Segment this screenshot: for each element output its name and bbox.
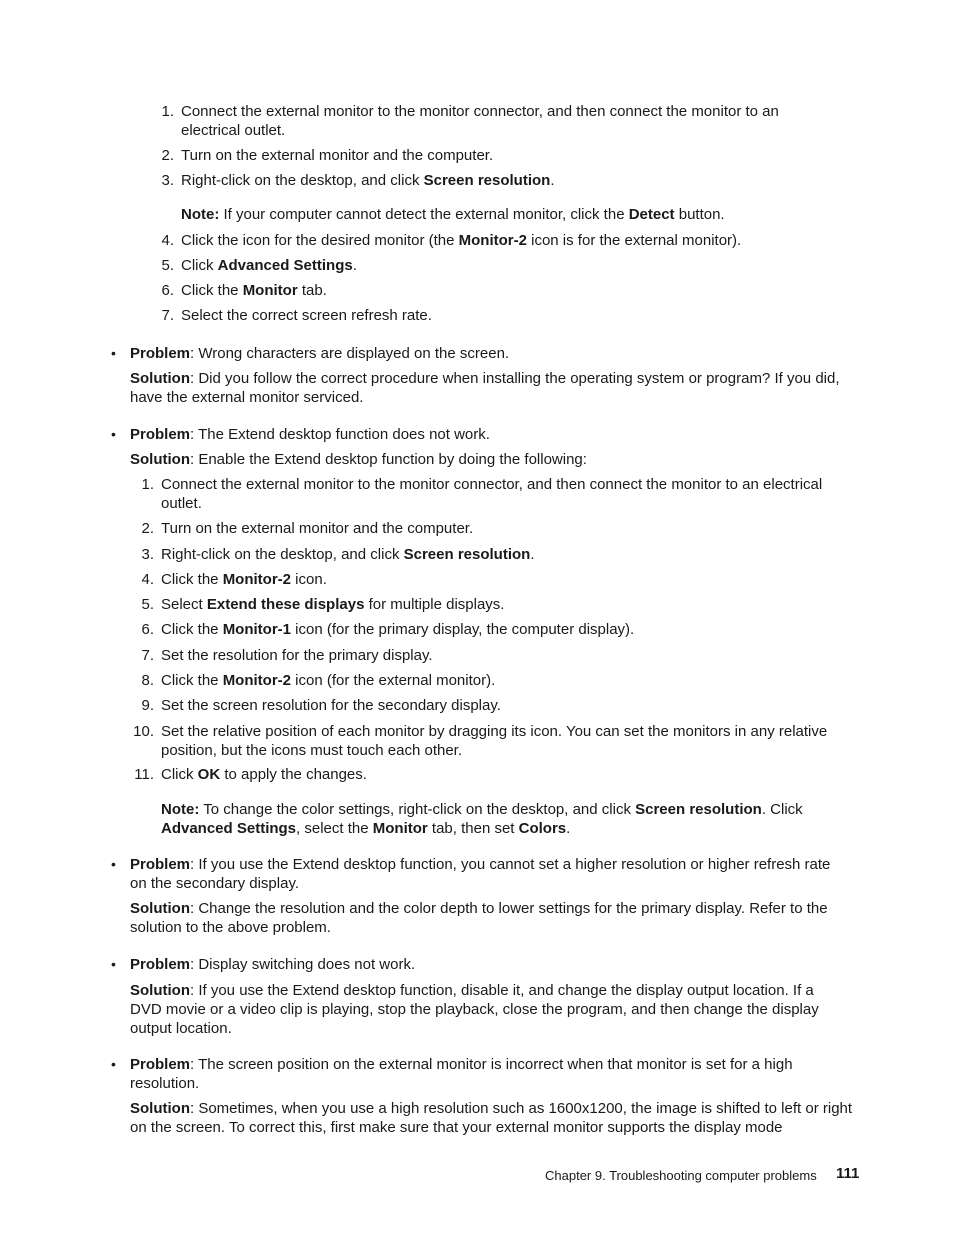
step-text: Select Extend these displays for multiple displays. [161, 596, 505, 613]
bullet-icon: • [111, 856, 116, 872]
step-number: 10. [133, 723, 154, 740]
step-number: 1. [161, 103, 174, 120]
step-text: Click the Monitor-2 icon (for the external monitor). [161, 672, 496, 689]
step-text: Select the correct screen refresh rate. [181, 307, 432, 324]
step-text: Turn on the external monitor and the computer. [161, 520, 474, 537]
step-number: 2. [161, 147, 174, 164]
problem-text: Problem: Wrong characters are displayed on the screen. [130, 345, 510, 362]
step-number: 1. [141, 476, 154, 493]
step-number: 6. [141, 621, 154, 638]
step-text: Right-click on the desktop, and click Screen resolution. [161, 546, 535, 563]
solution-text: Solution: Did you follow the correct procedure when installing the operating system or program? If you did, have the external monitor serviced. [130, 370, 840, 406]
problem-text: Problem: If you use the Extend desktop function, you cannot set a higher resolution or higher refresh rate on the secondary display. [130, 856, 831, 892]
step-number: 5. [161, 257, 174, 274]
step-number: 6. [161, 282, 174, 299]
solution-text: Solution: Change the resolution and the color depth to lower settings for the primary display. Refer to the solution to the above problem. [130, 900, 828, 936]
footer-chapter-title: Chapter 9. Troubleshooting computer problems [545, 1168, 817, 1183]
problem-text: Problem: The Extend desktop function does not work. [130, 426, 490, 443]
step-number: 11. [134, 766, 154, 783]
step-number: 5. [141, 596, 154, 613]
step-text: Click the Monitor-1 icon (for the primary display, the computer display). [161, 621, 635, 638]
step-text: Click OK to apply the changes. [161, 766, 367, 783]
step-text: Click Advanced Settings. [181, 257, 357, 274]
step-text: Set the resolution for the primary display. [161, 647, 433, 664]
step-text: Click the Monitor-2 icon. [161, 571, 327, 588]
step-text: Turn on the external monitor and the computer. [181, 147, 494, 164]
solution-text: Solution: Sometimes, when you use a high resolution such as 1600x1200, the image is shifted to left or right on the screen. To correct this, first make sure that your external monitor supports the display mode [130, 1100, 853, 1136]
step-number: 2. [141, 520, 154, 537]
problem-text: Problem: The screen position on the external monitor is incorrect when that monitor is set for a high resolution. [130, 1056, 793, 1092]
step-text: Click the icon for the desired monitor (the Monitor-2 icon is for the external monitor). [181, 232, 742, 249]
bullet-icon: • [111, 956, 116, 972]
problem-text: Problem: Display switching does not work. [130, 956, 416, 973]
note-text: Note: To change the color settings, right-click on the desktop, and click Screen resolution. Click Advanced Settings, select the Monitor tab, then set Colors. [161, 801, 803, 837]
step-text: Set the screen resolution for the secondary display. [161, 697, 501, 714]
note-text: Note: If your computer cannot detect the external monitor, click the Detect button. [181, 206, 725, 223]
solution-text: Solution: Enable the Extend desktop function by doing the following: [130, 451, 587, 468]
step-number: 8. [141, 672, 154, 689]
step-number: 7. [161, 307, 174, 324]
step-number: 4. [141, 571, 154, 588]
step-number: 4. [161, 232, 174, 249]
bullet-icon: • [111, 426, 116, 442]
step-number: 9. [141, 697, 154, 714]
step-number: 7. [141, 647, 154, 664]
step-text: Right-click on the desktop, and click Screen resolution. [181, 172, 555, 189]
step-text: Connect the external monitor to the monitor connector, and then connect the monitor to an electrical outlet. [181, 103, 779, 139]
step-text: Set the relative position of each monitor by dragging its icon. You can set the monitors in any relative position, but the icons must touch each other. [161, 723, 828, 759]
step-number: 3. [141, 546, 154, 563]
bullet-icon: • [111, 345, 116, 361]
bullet-icon: • [111, 1056, 116, 1072]
page-number: 111 [836, 1165, 860, 1182]
solution-text: Solution: If you use the Extend desktop function, disable it, and change the display output location. If a DVD movie or a video clip is playing, stop the playback, close the program, and then change the display output location. [130, 982, 819, 1037]
step-text: Connect the external monitor to the monitor connector, and then connect the monitor to an electrical outlet. [161, 476, 823, 512]
step-text: Click the Monitor tab. [181, 282, 327, 299]
step-number: 3. [161, 172, 174, 189]
